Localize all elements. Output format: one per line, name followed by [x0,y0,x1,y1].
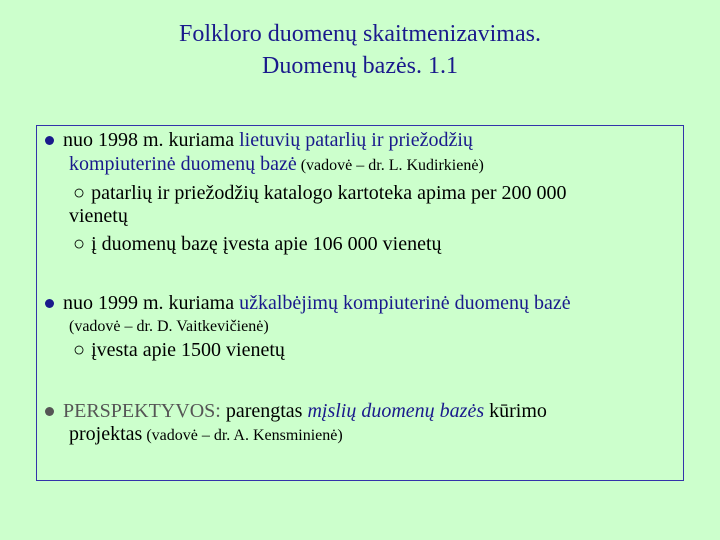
bullet-icon [45,136,54,145]
title-line-1: Folkloro duomenų skaitmenizavimas. [179,21,541,47]
bullet-icon [45,299,54,308]
item3-project: projektas [69,423,143,445]
item1-line1 [63,128,473,152]
item1-line2 [69,152,484,178]
item1-sub2-text: į duomenų bazę įvesta apie 106 000 vienetų [91,233,442,255]
content-box [36,125,684,481]
item2-sub1-text: įvesta apie 1500 vienetų [91,339,285,361]
slide-title [0,18,720,82]
title-line-2: Duomenų bazės. 1.1 [262,53,458,79]
circle-bullet-icon: ○ [73,182,86,204]
item2-line1 [63,291,571,315]
item3-text1: parengtas [220,400,308,422]
item1-sub1 [73,181,566,205]
bullet-icon [45,407,54,416]
item2-sub1 [73,338,285,362]
circle-bullet-icon: ○ [73,233,86,255]
item2-supervisor: (vadovė – dr. D. Vaitkevičienė) [69,318,269,335]
circle-bullet-icon: ○ [73,339,86,361]
item1-database-name: kompiuterinė duomenų bazė [69,153,297,175]
item3-label: PERSPEKTYVOS: [63,400,221,422]
item3-text2: kūrimo [484,400,547,422]
item3-supervisor: (vadovė – dr. A. Kensminienė) [142,427,343,444]
item1-sub1-cont: vienetų [69,205,128,227]
item1-highlight: lietuvių patarlių ir priežodžių [239,129,473,151]
item1-prefix: nuo 1998 m. kuriama [63,129,240,151]
item3-line2 [69,422,343,448]
item1-sub1-text: patarlių ir priežodžių katalogo kartoteka apima per 200 000 [91,182,567,204]
item3-italic: mįslių duomenų bazės [307,400,485,422]
item2-prefix: nuo 1999 m. kuriama [63,292,240,314]
item1-supervisor: (vadovė – dr. L. Kudirkienė) [296,157,484,174]
item1-sub2 [73,232,442,256]
item3-line1 [63,399,547,423]
item2-highlight: užkalbėjimų kompiuterinė duomenų bazė [239,292,571,314]
